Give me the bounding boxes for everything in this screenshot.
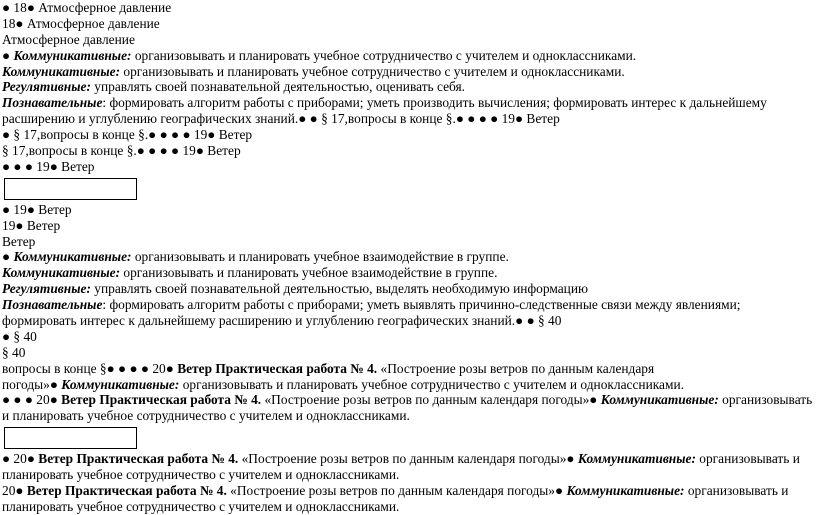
text-run: : формировать алгоритм работы с приборами; уметь производить вычисления; формировать интерес к дальнейшему <box>102 95 767 111</box>
text-line <box>2 467 812 483</box>
text-line <box>2 202 812 218</box>
empty-frame-box <box>4 427 137 449</box>
text-line <box>2 64 812 80</box>
bold-heading: Ветер Практическая работа № 4. <box>38 451 239 467</box>
text-run: организовывать и <box>684 483 789 499</box>
text-run: «Построение розы ветров по данным календаря <box>377 360 655 376</box>
text-line <box>2 127 812 143</box>
text-run: 19● Ветер <box>2 217 61 233</box>
bold-italic-label: Познавательные <box>2 95 103 111</box>
text-run: § 17,вопросы в конце §.● ● ● ● 19● Ветер <box>2 143 241 159</box>
bold-heading: Ветер Практическая работа № 4. <box>26 483 227 499</box>
bold-italic-label: Коммуникативные: <box>2 265 121 281</box>
bold-italic-label: Регулятивные: <box>2 281 91 297</box>
text-run: Атмосферное давление <box>2 31 135 47</box>
text-run: 18● Атмосферное давление <box>2 15 160 31</box>
text-line <box>2 16 812 32</box>
text-run: 20● <box>2 483 27 499</box>
bold-italic-label: Регулятивные: <box>2 79 91 95</box>
text-run: организовывать и планировать учебное сотрудничество с учителем и одноклассниками. <box>179 376 684 392</box>
text-run: ● 19● Ветер <box>2 201 72 217</box>
text-run: управлять своей познавательной деятельностью, оценивать себя. <box>90 79 466 95</box>
text-run: организовывать и планировать учебное сотрудничество с учителем и одноклассниками. <box>120 63 625 79</box>
text-line <box>2 32 812 48</box>
text-run: ● ● ● 19● Ветер <box>2 158 95 174</box>
bold-italic-label: Коммуникативные: <box>13 47 132 63</box>
text-run: ● <box>2 47 14 63</box>
bold-italic-label: Познавательные <box>2 297 103 313</box>
text-line <box>2 345 812 361</box>
text-line <box>2 265 812 281</box>
document-body <box>2 0 812 515</box>
text-run: организовывать и планировать учебное сотрудничество с учителем и одноклассниками. <box>131 47 637 63</box>
text-line <box>2 392 812 408</box>
text-run: ● 20● <box>2 451 39 467</box>
text-line <box>2 95 812 111</box>
bold-italic-label: Коммуникативные: <box>13 249 132 265</box>
text-run: планировать учебное сотрудничество с учителем и одноклассниками. <box>2 498 400 514</box>
bold-italic-label: Коммуникативные: <box>61 376 180 392</box>
text-line <box>2 111 812 127</box>
text-run: : формировать алгоритм работы с приборами; уметь выявлять причинно-следственные связи между явлениями; <box>102 297 741 313</box>
text-line <box>2 0 812 16</box>
text-run: ● 18● Атмосферное давление <box>2 0 172 15</box>
text-line <box>2 408 812 424</box>
text-run: организовывать и планировать учебное взаимодействие в группе. <box>120 265 498 281</box>
bold-italic-label: Коммуникативные: <box>577 451 696 467</box>
text-line <box>2 79 812 95</box>
text-run: «Построение розы ветров по данным календаря погоды»● <box>261 392 601 408</box>
text-line <box>2 249 812 265</box>
text-run: ● § 40 <box>2 328 37 344</box>
bold-heading: Ветер Практическая работа № 4. <box>61 392 262 408</box>
text-run: организовывать и <box>695 451 800 467</box>
text-run: управлять своей познавательной деятельностью, выделять необходимую информацию <box>90 281 588 297</box>
text-run: § 40 <box>2 344 26 360</box>
text-line <box>2 361 812 377</box>
text-run: погоды»● <box>2 376 62 392</box>
text-run: ● ● ● 20● <box>2 392 62 408</box>
bold-italic-label: Коммуникативные: <box>600 392 719 408</box>
empty-frame-box <box>4 178 137 200</box>
text-run: «Построение розы ветров по данным календаря погоды»● <box>238 451 578 467</box>
text-run: планировать учебное сотрудничество с учителем и одноклассниками. <box>2 467 400 483</box>
bold-heading: Ветер Практическая работа № 4. <box>177 360 378 376</box>
text-line <box>2 451 812 467</box>
text-line <box>2 48 812 64</box>
text-run: организовывать и планировать учебное взаимодействие в группе. <box>131 249 509 265</box>
text-run: организовывать <box>718 392 813 408</box>
text-line <box>2 218 812 234</box>
text-line <box>2 143 812 159</box>
text-line <box>2 377 812 393</box>
text-line <box>2 281 812 297</box>
bold-italic-label: Коммуникативные: <box>566 483 685 499</box>
text-line <box>2 297 812 313</box>
bold-italic-label: Коммуникативные: <box>2 63 121 79</box>
text-run: расширению и углублению географических знаний.● ● § 17,вопросы в конце §.● ● ● ● 19● Ветер <box>2 111 560 127</box>
text-line <box>2 159 812 175</box>
text-run: ● <box>2 249 14 265</box>
text-run: и планировать учебное сотрудничество с учителем и одноклассниками. <box>2 408 410 424</box>
text-line <box>2 313 812 329</box>
text-run: формировать интерес к дальнейшему расширению и углублению географических знаний.● ● § 40 <box>2 313 562 329</box>
text-line <box>2 234 812 250</box>
text-line <box>2 483 812 499</box>
text-run: вопросы в конце §● ● ● ● 20● <box>2 360 178 376</box>
text-line <box>2 329 812 345</box>
text-line <box>2 499 812 515</box>
text-run: Ветер <box>2 233 36 249</box>
text-run: «Построение розы ветров по данным календаря погоды»● <box>226 483 567 499</box>
text-run: ● § 17,вопросы в конце §.● ● ● ● 19● Ветер <box>2 127 253 143</box>
